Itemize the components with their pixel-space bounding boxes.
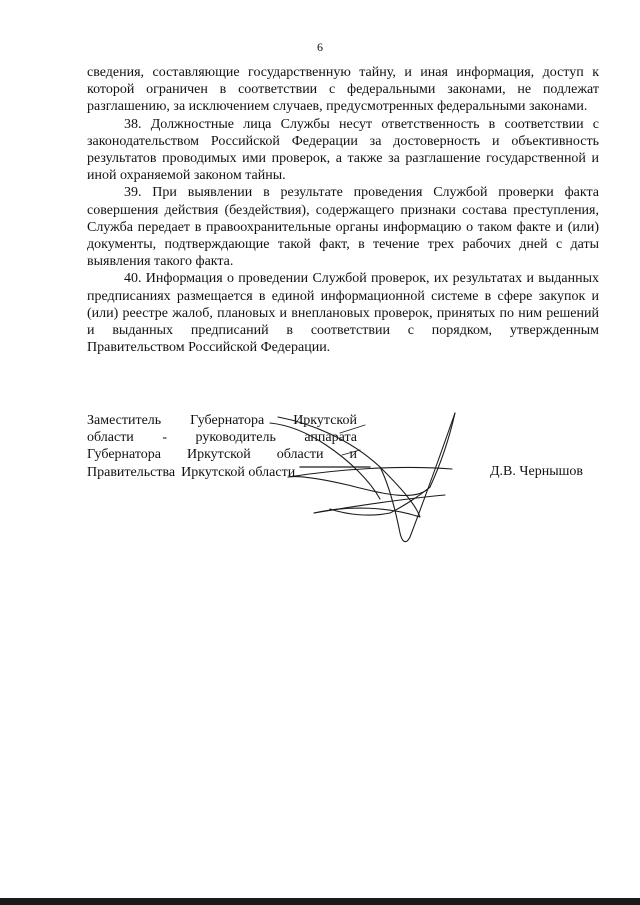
position-word: Иркутской области [181,464,296,480]
signatory-position [87,412,357,481]
position-line-3 [87,446,357,463]
paragraph-40: 40. Информация о проведении Службой проверок, их результатах и выданных предписаниях размещается в единой информационной системе в сфере закупок и (или) реестре жалоб, плановых и внеплановых проверок, принятых по ним решений и выданных предписаний в соответствии с порядком, утвержденным Правительством Российской Федерации. [87,271,599,356]
page-number: 6 [317,40,323,54]
position-line-2 [87,429,357,446]
paragraph-39: 39. При выявлении в результате проведения Службой проверки факта совершения действия (бездействия), содержащего признаки состава преступления, Служба передает в правоохранительные органы информацию о таком факте и (или) документы, подтверждающие такой факт, в течение трех рабочих дней с даты выявления такого факта. [87,185,599,270]
position-word: области [276,447,324,463]
position-word: и [349,447,357,463]
paragraph-38: 38. Должностные лица Службы несут ответственность в соответствии с законодательством Российской Федерации за достоверность и объективность результатов проводимых ими проверок, а также за разглашение государственной и иной охраняемой законом тайны. [87,116,599,184]
position-line-4 [87,464,357,481]
position-word: Заместитель [87,413,162,428]
position-word: аппарата [304,430,357,446]
position-word: Губернатора [190,413,265,428]
position-word: руководитель [195,430,276,446]
document-body [87,64,599,356]
position-word: Правительства [87,464,176,480]
paragraph-continuation: сведения, составляющие государственную тайну, и иная информация, доступ к которой ограничен в соответствии с федеральными законами, не подлежат разглашению, за исключением случаев, предусмотренных федеральными законами. [87,65,599,115]
position-word: - [162,430,167,446]
signer-name: Д.В. Чернышов [490,464,583,479]
scan-edge-bar [0,898,640,905]
position-word: Губернатора [87,447,162,463]
position-line-1 [87,412,357,429]
position-word: Иркутской [293,413,357,428]
position-word: области [87,430,134,446]
position-word: Иркутской [186,447,251,463]
